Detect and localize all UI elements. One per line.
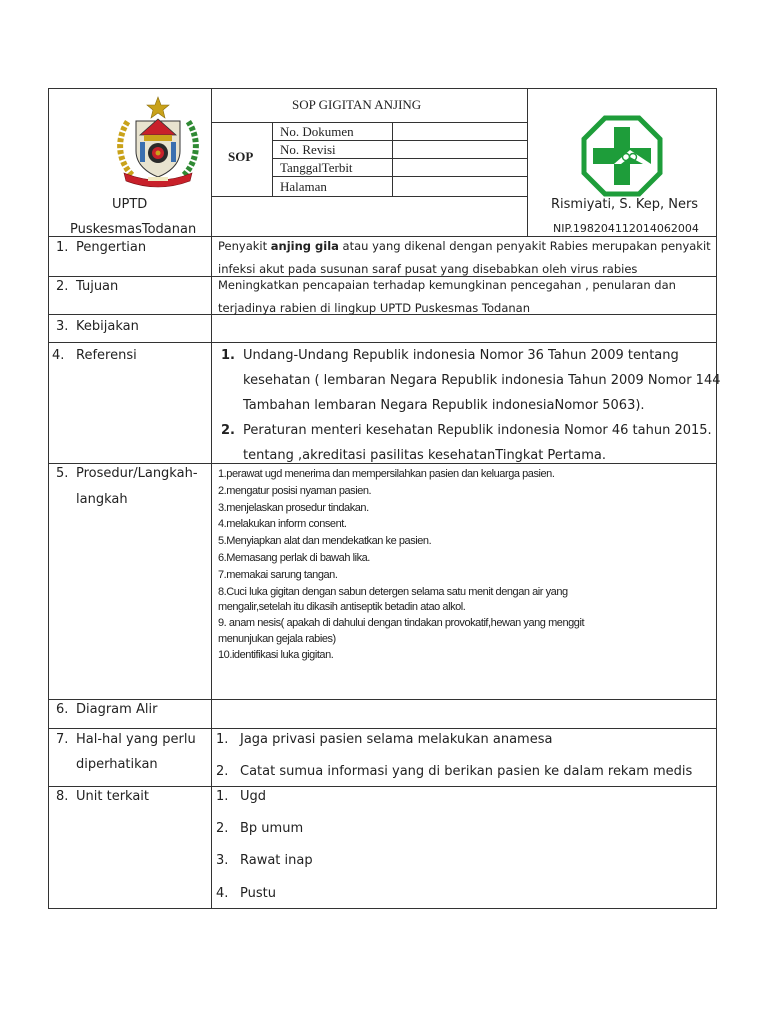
row-label-hal-hal-line1: Hal-hal yang perlu (76, 732, 196, 747)
row-number-referensi: 4. (52, 348, 65, 363)
row-number-kebijakan: 3. (56, 319, 69, 334)
row-number-pengertian: 1. (56, 240, 69, 255)
prosedur-step: 7.memakai sarung tangan. (218, 568, 338, 581)
puskesmas-logo (581, 115, 663, 197)
row-label-unit: Unit terkait (76, 789, 150, 804)
pengertian-text-line2: infeksi akut pada susunan saraf pusat yang disebabkan oleh virus rabies (218, 262, 638, 276)
unit-item-1-text: Ugd (240, 789, 267, 804)
row-number-prosedur: 5. (56, 466, 69, 481)
referensi-item-1-line2: kesehatan ( lembaran Negara Republik indonesia Tahun 2009 Nomor 144 (243, 373, 721, 388)
row-label-diagram: Diagram Alir (76, 702, 158, 717)
prosedur-step: 5.Menyiapkan alat dan mendekatkan ke pasien. (218, 535, 432, 548)
prosedur-steps (218, 466, 688, 664)
regional-coat-of-arms-logo (110, 95, 206, 191)
meta-label-revisi: No. Revisi (280, 142, 336, 157)
prosedur-step: 4.melakukan inform consent. (218, 518, 347, 531)
referensi-item-2-line1: Peraturan menteri kesehatan Republik indonesia Nomor 46 tahun 2015. (243, 423, 712, 438)
meta-label-tanggal-terbit: TanggalTerbit (280, 160, 353, 175)
prosedur-step: 3.menjelaskan prosedur tindakan. (218, 501, 369, 514)
referensi-item-1-line3: Tambahan lembaran Negara Republik indonesiaNomor 5063). (243, 398, 645, 413)
pengertian-text-pre: Penyakit (218, 239, 271, 253)
sop-label: SOP (228, 149, 254, 164)
pengertian-text-line1 (218, 238, 711, 255)
pengertian-text-bold: anjing gila (270, 239, 339, 253)
referensi-item-1-line1: Undang-Undang Republik indonesia Nomor 36 Tahun 2009 tentang (243, 348, 679, 363)
unit-item-2-text: Bp umum (240, 821, 304, 836)
prosedur-step: 6.Memasang perlak di bawah lika. (218, 551, 370, 564)
unit-item-4-number: 4. (216, 886, 229, 901)
prosedur-step: menunjukan gejala rabies) (218, 633, 336, 646)
row-label-tujuan: Tujuan (76, 279, 119, 294)
signer-nip: NIP.198204112014062004 (553, 222, 699, 235)
uptd-label: UPTD (112, 197, 148, 212)
hal-hal-item-2-text: Catat sumua informasi yang di berikan pasien ke dalam rekam medis (240, 764, 693, 779)
meta-label-halaman: Halaman (280, 179, 327, 194)
row-label-hal-hal-line2: diperhatikan (76, 757, 158, 772)
row-label-kebijakan: Kebijakan (76, 319, 139, 334)
prosedur-step: 9. anam nesis( apakah di dahului dengan tindakan provokatif,hewan yang menggit (218, 617, 585, 630)
hal-hal-item-1-text: Jaga privasi pasien selama melakukan anamesa (240, 732, 553, 747)
pengertian-text-post: atau yang dikenal dengan penyakit Rabies merupakan penyakit (338, 239, 711, 253)
tujuan-text-line1: Meningkatkan pencapaian terhadap kemungkinan pencegahan , penularan dan (218, 278, 676, 292)
prosedur-step: 1.perawat ugd menerima dan mempersilahkan pasien dan keluarga pasien. (218, 468, 555, 480)
prosedur-step: 8.Cuci luka gigitan dengan sabun detergen selama satu menit dengan air yang (218, 585, 568, 598)
prosedur-step: 2.mengatur posisi nyaman pasien. (218, 484, 372, 497)
referensi-item-2-number: 2. (221, 423, 235, 438)
unit-item-1-number: 1. (216, 789, 229, 804)
unit-item-3-number: 3. (216, 853, 229, 868)
row-label-prosedur-line2: langkah (76, 492, 128, 507)
row-label-pengertian: Pengertian (76, 240, 147, 255)
hal-hal-item-1-number: 1. (216, 732, 229, 747)
row-number-tujuan: 2. (56, 279, 69, 294)
unit-item-4-text: Pustu (240, 886, 276, 901)
signer-name: Rismiyati, S. Kep, Ners (551, 197, 699, 212)
row-label-prosedur-line1: Prosedur/Langkah- (76, 466, 198, 481)
document-title: SOP GIGITAN ANJING (292, 97, 422, 112)
referensi-item-2-line2: tentang ,akreditasi pasilitas kesehatanTingkat Pertama. (243, 448, 606, 463)
prosedur-step: 10.identifikasi luka gigitan. (218, 649, 334, 662)
row-number-diagram: 6. (56, 702, 69, 717)
prosedur-step: mengalir,setelah itu dikasih antiseptik betadin atao alkol. (218, 601, 466, 614)
hal-hal-item-2-number: 2. (216, 764, 229, 779)
unit-item-3-text: Rawat inap (240, 853, 313, 868)
referensi-item-1-number: 1. (221, 348, 235, 363)
row-number-hal-hal: 7. (56, 732, 69, 747)
puskesmas-name: PuskesmasTodanan (70, 222, 197, 237)
unit-item-2-number: 2. (216, 821, 229, 836)
row-number-unit: 8. (56, 789, 69, 804)
tujuan-text-line2: terjadinya rabien di lingkup UPTD Puskesmas Todanan (218, 301, 531, 315)
row-label-referensi: Referensi (76, 348, 137, 363)
meta-label-dokumen: No. Dokumen (280, 124, 354, 139)
